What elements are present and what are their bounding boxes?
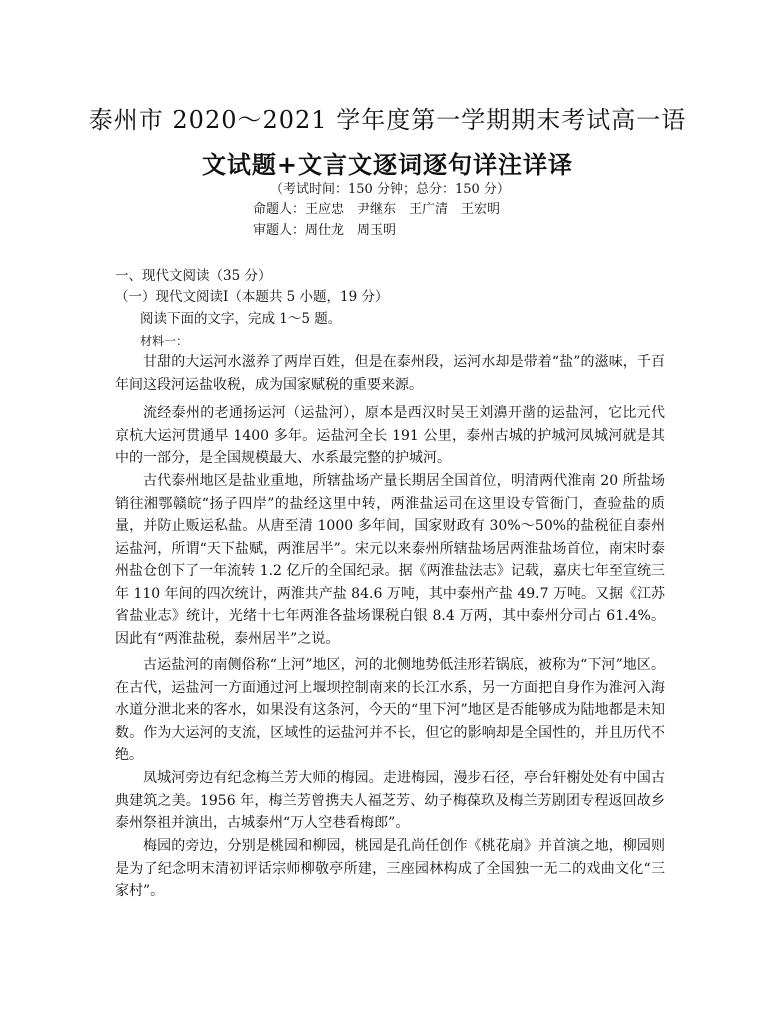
paragraph-5: 凤城河旁边有纪念梅兰芳大师的梅园。走进梅园，漫步石径，亭台轩榭处处有中国古典建筑之美。1956 年，梅兰芳曾携夫人福芝芳、幼子梅葆玖及梅兰芳剧团专程返回故乡泰州祭祖并演出，古城泰州“万人空巷看梅郎”。 <box>115 770 665 831</box>
material-label: 材料一： <box>140 334 189 348</box>
reviewers: 审题人：周仕龙 周玉明 <box>253 223 397 238</box>
exam-info: （考试时间：150 分钟；总分：150 分） <box>270 182 510 197</box>
title-line-2: 文试题+文言文逐词逐句详注详译 <box>201 150 574 179</box>
title-line-1: 泰州市 2020～2021 学年度第一学期期末考试高一语 <box>88 106 687 134</box>
paragraph-2: 流经泰州的老通扬运河（运盐河），原本是西汉时吴王刘濞开凿的运盐河，它比元代京杭大运河贯通早 1400 多年。运盐河全长 191 公里，泰州古城的护城河凤城河就是其中的一部分，是全国规模最大、水系最完整的护城河。 <box>115 405 665 466</box>
reading-instruction: 阅读下面的文字，完成 1～5 题。 <box>140 311 342 327</box>
paragraph-3: 古代泰州地区是盐业重地，所辖盐场产量长期居全国首位，明清两代淮南 20 所盐场销往湘鄂赣皖“扬子四岸”的盐经这里中转，两淮盐运司在这里设专管衙门，查验盐的质量，并防止贩运私盐。从唐至清 1000 多年间，国家财政有 30%～50%的盐税征自泰州运盐河，所谓“天下盐赋，两淮居半”。宋元以来泰州所辖盐场居两淮盐场首位，南宋时泰州盐仓创下了一年流转 1.2 亿斤的全国纪录。据《两淮盐法志》记载，嘉庆七年至宣统三年 110 年间的四次统计，两淮共产盐 84.6 万吨，其中泰州产盐 49.7 万吨。又据《江苏省盐业志》统计，光绪十七年两淮各盐场课税白银 8.4 万两，其中泰州分司占 61.4%。因此有“两淮盐税，泰州居半”之说。 <box>115 473 665 647</box>
section-heading: 一、现代文阅读（35 分） <box>115 268 272 284</box>
paragraph-6: 梅园的旁边，分别是桃园和柳园，桃园是孔尚任创作《桃花扇》并首演之地，柳园则是为了纪念明末清初评话宗师柳敬亭所建，三座园林构成了全国独一无二的戏曲文化“三家村”。 <box>115 838 665 899</box>
paragraph-4: 古运盐河的南侧俗称“上河”地区，河的北侧地势低洼形若锅底，被称为“下河”地区。在古代，运盐河一方面通过河上堰坝控制南来的长江水系，另一方面把自身作为淮河入海水道分泄北来的客水，如果没有这条河，今天的“里下河”地区是否能够成为陆地都是未知数。作为大运河的支流，区域性的运盐河并不长，但它的影响却是全国性的，并且历代不绝。 <box>115 657 665 763</box>
authors: 命题人：王应忠 尹继东 王广清 王宏明 <box>253 202 501 217</box>
section-subheading: （一）现代文阅读Ⅰ（本题共 5 小题，19 分） <box>115 289 389 305</box>
paragraph-1: 甘甜的大运河水滋养了两岸百姓，但是在泰州段，运河水却是带着“盐”的滋味，千百年间这段河运盐收税，成为国家赋税的重要来源。 <box>115 354 665 393</box>
